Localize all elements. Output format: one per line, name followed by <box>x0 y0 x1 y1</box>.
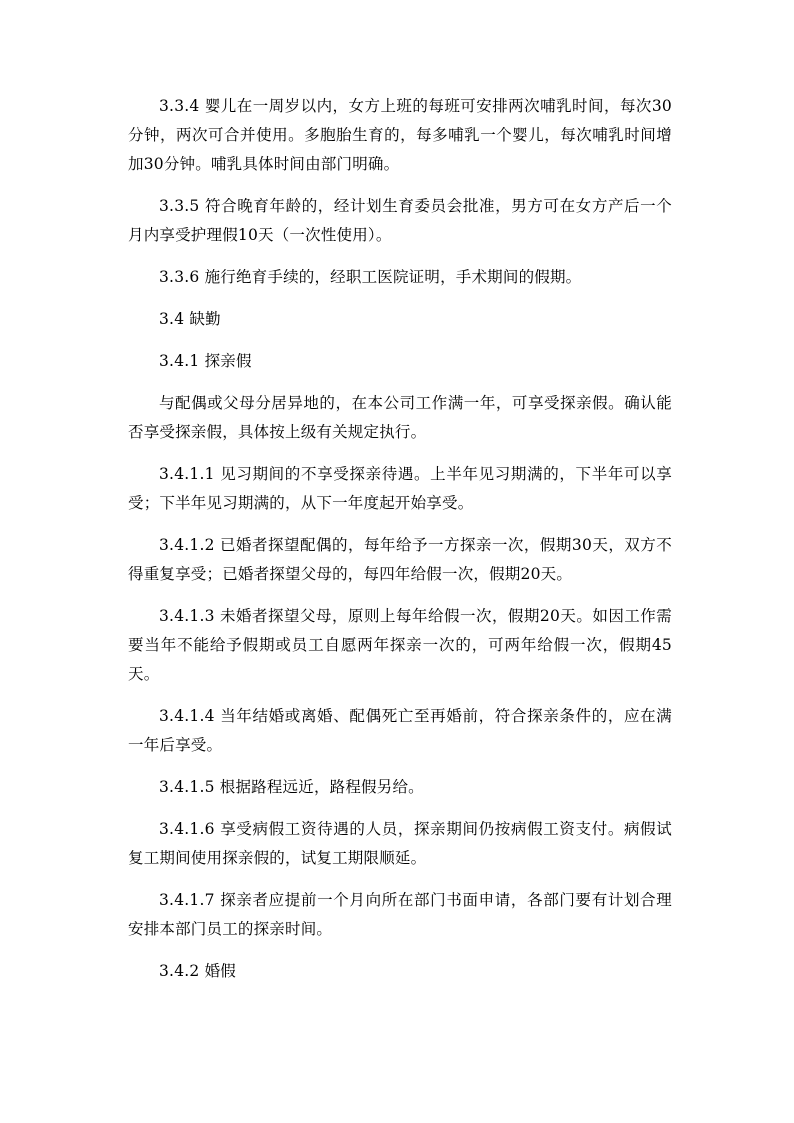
paragraph-3-4-1-5: 3.4.1.5 根据路程远近，路程假另给。 <box>159 778 424 796</box>
paragraph-3-3-4: 3.3.4 婴儿在一周岁以内，女方上班的每班可安排两次哺乳时间，每次30分钟，两次可合并使用。多胞胎生育的，每多哺乳一个婴儿，每次哺乳时间增加30分钟。哺乳具体时间由部门明确。 <box>128 97 672 173</box>
paragraph-3-4-1-3: 3.4.1.3 未婚者探望父母，原则上每年给假一次，假期20天。如因工作需要当年不能给予假期或员工自愿两年探亲一次的，可两年给假一次，假期45天。 <box>128 607 672 683</box>
paragraph-home-leave-intro: 与配偶或父母分居异地的，在本公司工作满一年，可享受探亲假。确认能否享受探亲假，具体按上级有关规定执行。 <box>128 394 672 441</box>
paragraph-3-4-1-7: 3.4.1.7 探亲者应提前一个月向所在部门书面申请，各部门要有计划合理安排本部门员工的探亲时间。 <box>128 891 672 938</box>
paragraph-3-4-1-4: 3.4.1.4 当年结婚或离婚、配偶死亡至再婚前，符合探亲条件的，应在满一年后享受。 <box>128 707 672 754</box>
section-heading-3-4-2: 3.4.2 婚假 <box>159 962 236 980</box>
paragraph-3-3-6: 3.3.6 施行绝育手续的，经职工医院证明，手术期间的假期。 <box>159 268 582 286</box>
paragraph-3-4-1-6: 3.4.1.6 享受病假工资待遇的人员，探亲期间仍按病假工资支付。病假试复工期间使用探亲假的，试复工期限顺延。 <box>128 820 672 867</box>
section-heading-3-4-1: 3.4.1 探亲假 <box>159 352 252 370</box>
paragraph-3-3-5: 3.3.5 符合晚育年龄的，经计划生育委员会批准，男方可在女方产后一个月内享受护理假10天（一次性使用）。 <box>128 197 672 244</box>
paragraph-3-4-1-1: 3.4.1.1 见习期间的不享受探亲待遇。上半年见习期满的，下半年可以享受；下半年见习期满的，从下一年度起开始享受。 <box>128 465 672 512</box>
document-body <box>128 92 672 999</box>
paragraph-3-4-1-2: 3.4.1.2 已婚者探望配偶的，每年给予一方探亲一次，假期30天，双方不得重复享受；已婚者探望父母的，每四年给假一次，假期20天。 <box>128 536 672 583</box>
section-heading-3-4: 3.4 缺勤 <box>159 310 221 328</box>
